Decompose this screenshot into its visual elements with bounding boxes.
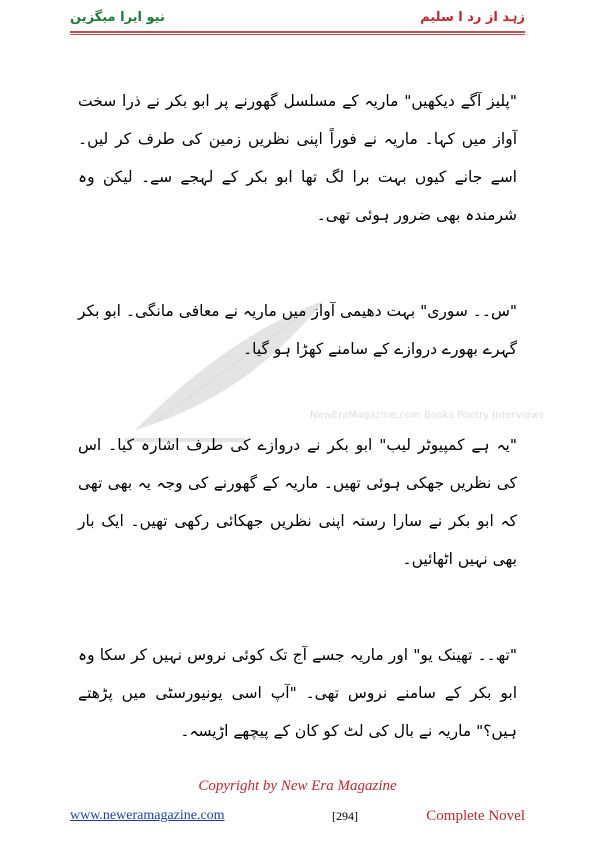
paragraph: "س۔۔ سوری" بہت دھیمی آواز میں ماریہ نے معافی مانگی۔ ابو بکر گہرے بھورے دروازے کے سامنے کھڑا ہو گیا۔ — [78, 302, 517, 358]
novel-type-label: Complete Novel — [426, 808, 525, 824]
page-header — [70, 8, 525, 30]
header-rule-thin — [70, 34, 525, 35]
author-name: زہد از رد ا سلیم — [420, 10, 525, 25]
page-number: [294] — [332, 809, 358, 823]
paragraph: "یہ ہے کمپیوٹر لیب" ابو بکر نے دروازے کی طرف اشارہ کیا۔ اس کی نظریں جھکی ہوئی تھیں۔ ماریہ کے گھورنے کی وجہ یہ بھی تھی کہ ابو بکر نے سارا رستہ اپنی نظریں جھکائی رکھی تھیں۔ ایک بار بھی نہیں اٹھائیں۔ — [78, 436, 517, 568]
paragraph: "پلیز آگے دیکھیں" ماریہ کے مسلسل گھورنے پر ابو بکر نے ذرا سخت آواز میں کہا۔ ماریہ نے فوراً اپنی نظریں زمین کی طرف کر لیں۔ اسے جانے کیوں بہت برا لگ تھا ابو بکر کے لہجے سے۔ لیکن وہ شرمندہ بھی ضرور ہوئی تھی۔ — [78, 92, 517, 224]
copyright-notice: Copyright by New Era Magazine — [198, 778, 397, 794]
novel-body — [78, 82, 517, 808]
magazine-name: نیو ایرا میگزین — [70, 10, 165, 25]
page-footer — [70, 808, 525, 830]
website-link[interactable]: www.neweramagazine.com — [70, 808, 225, 823]
watermark-text: NewEraMagazine.com Books Poetry Interviews — [310, 410, 544, 421]
paragraph: "تھ۔۔ تھینک یو" اور ماریہ جسے آج تک کوئی نروس نہیں کر سکا وہ ابو بکر کے سامنے نروس تھی۔ "آپ اسی یونیورسٹی میں پڑھتے ہیں؟" ماریہ نے بال کی لٹ کو کان کے پیچھے اڑیسہ۔ — [78, 646, 517, 740]
header-rule — [70, 31, 525, 33]
